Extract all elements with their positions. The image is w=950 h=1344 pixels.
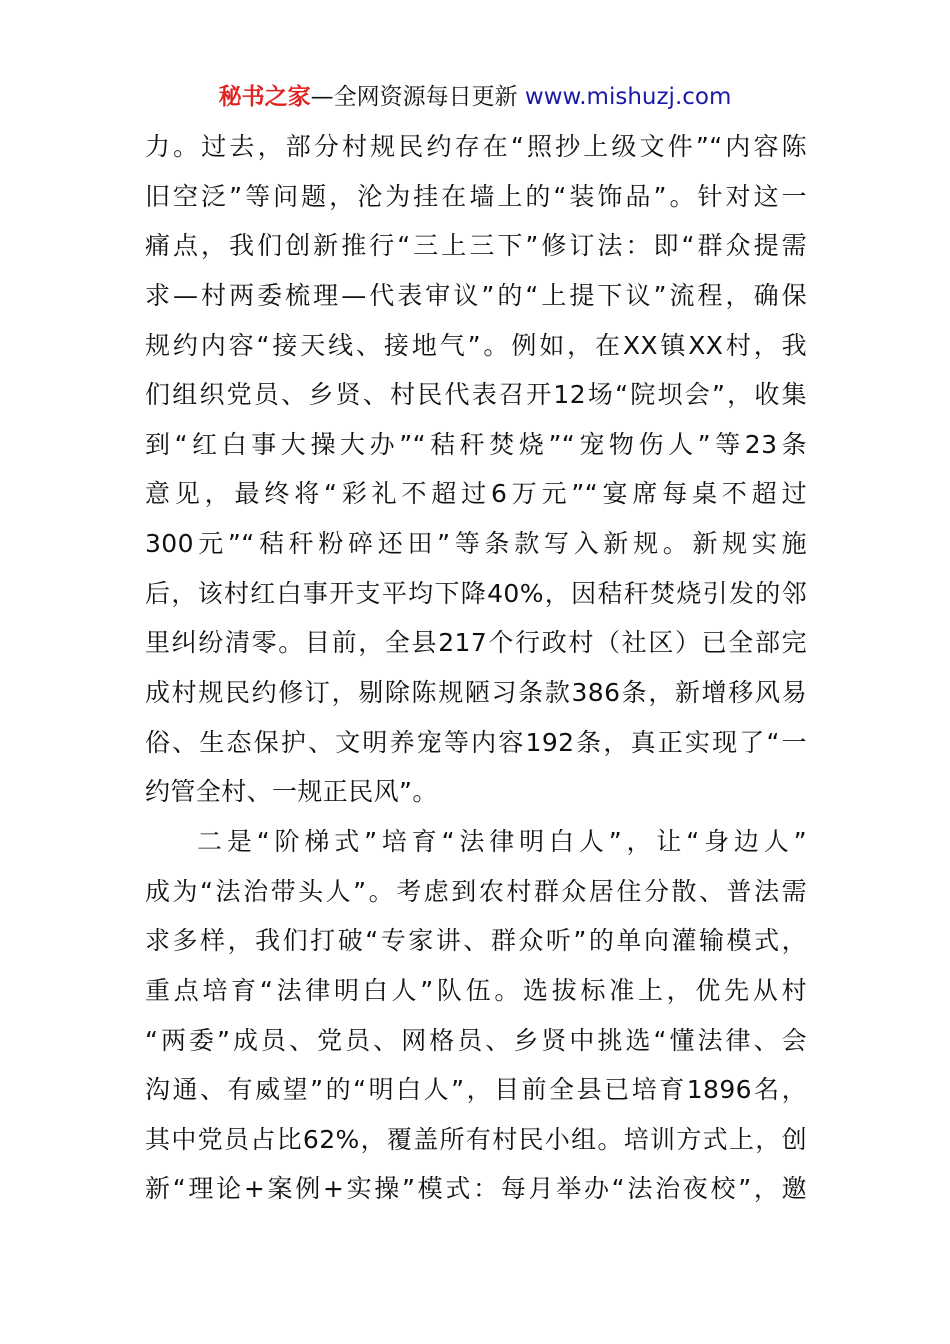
body-line: 沟通、有威望”的“明白人”，目前全县已培育1896名， — [145, 1075, 807, 1104]
body-line: 力。过去，部分村规民约存在“照抄上级文件”“内容陈 — [145, 132, 807, 161]
site-url[interactable]: www.mishuzj.com — [524, 84, 732, 110]
body-line: 其中党员占比62%，覆盖所有村民小组。培训方式上，创 — [145, 1125, 807, 1154]
site-tagline: —全网资源每日更新 — [310, 84, 518, 110]
body-line: “两委”成员、党员、网格员、乡贤中挑选“懂法律、会 — [145, 1026, 807, 1055]
body-line: 旧空泛”等问题，沦为挂在墙上的“装饰品”。针对这一 — [145, 182, 807, 211]
body-line: 规约内容“接天线、接地气”。例如，在XX镇XX村，我 — [145, 331, 807, 360]
body-line: 成村规民约修订，剔除陈规陋习条款386条，新增移风易 — [145, 678, 807, 707]
body-line: 俗、生态保护、文明养宠等内容192条，真正实现了“一 — [145, 728, 807, 757]
body-line: 到“红白事大操大办”“秸秆焚烧”“宠物伤人”等23条 — [145, 430, 807, 459]
site-header — [0, 80, 950, 114]
body-line: 求多样，我们打破“专家讲、群众听”的单向灌输模式， — [145, 926, 807, 955]
paragraph-start-line: 二是“阶梯式”培育“法律明白人”，让“身边人” — [197, 827, 807, 856]
body-line: 后，该村红白事开支平均下降40%，因秸秆焚烧引发的邻 — [145, 579, 807, 608]
body-line: 里纠纷清零。目前，全县217个行政村（社区）已全部完 — [145, 628, 807, 657]
brand-name: 秘书之家 — [218, 84, 311, 110]
body-line: 新“理论+案例+实操”模式：每月举办“法治夜校”，邀 — [145, 1174, 807, 1203]
body-line: 300元”“秸秆粉碎还田”等条款写入新规。新规实施 — [145, 529, 807, 558]
body-line: 们组织党员、乡贤、村民代表召开12场“院坝会”，收集 — [145, 380, 807, 409]
body-line: 痛点，我们创新推行“三上三下”修订法：即“群众提需 — [145, 231, 807, 260]
body-line: 重点培育“法律明白人”队伍。选拔标准上，优先从村 — [145, 976, 807, 1005]
body-line: 意见，最终将“彩礼不超过6万元”“宴席每桌不超过 — [145, 479, 807, 508]
body-line: 求—村两委梳理—代表审议”的“上提下议”流程，确保 — [145, 281, 807, 310]
body-line: 约管全村、一规正民风”。 — [145, 777, 438, 806]
body-line: 成为“法治带头人”。考虑到农村群众居住分散、普法需 — [145, 877, 807, 906]
